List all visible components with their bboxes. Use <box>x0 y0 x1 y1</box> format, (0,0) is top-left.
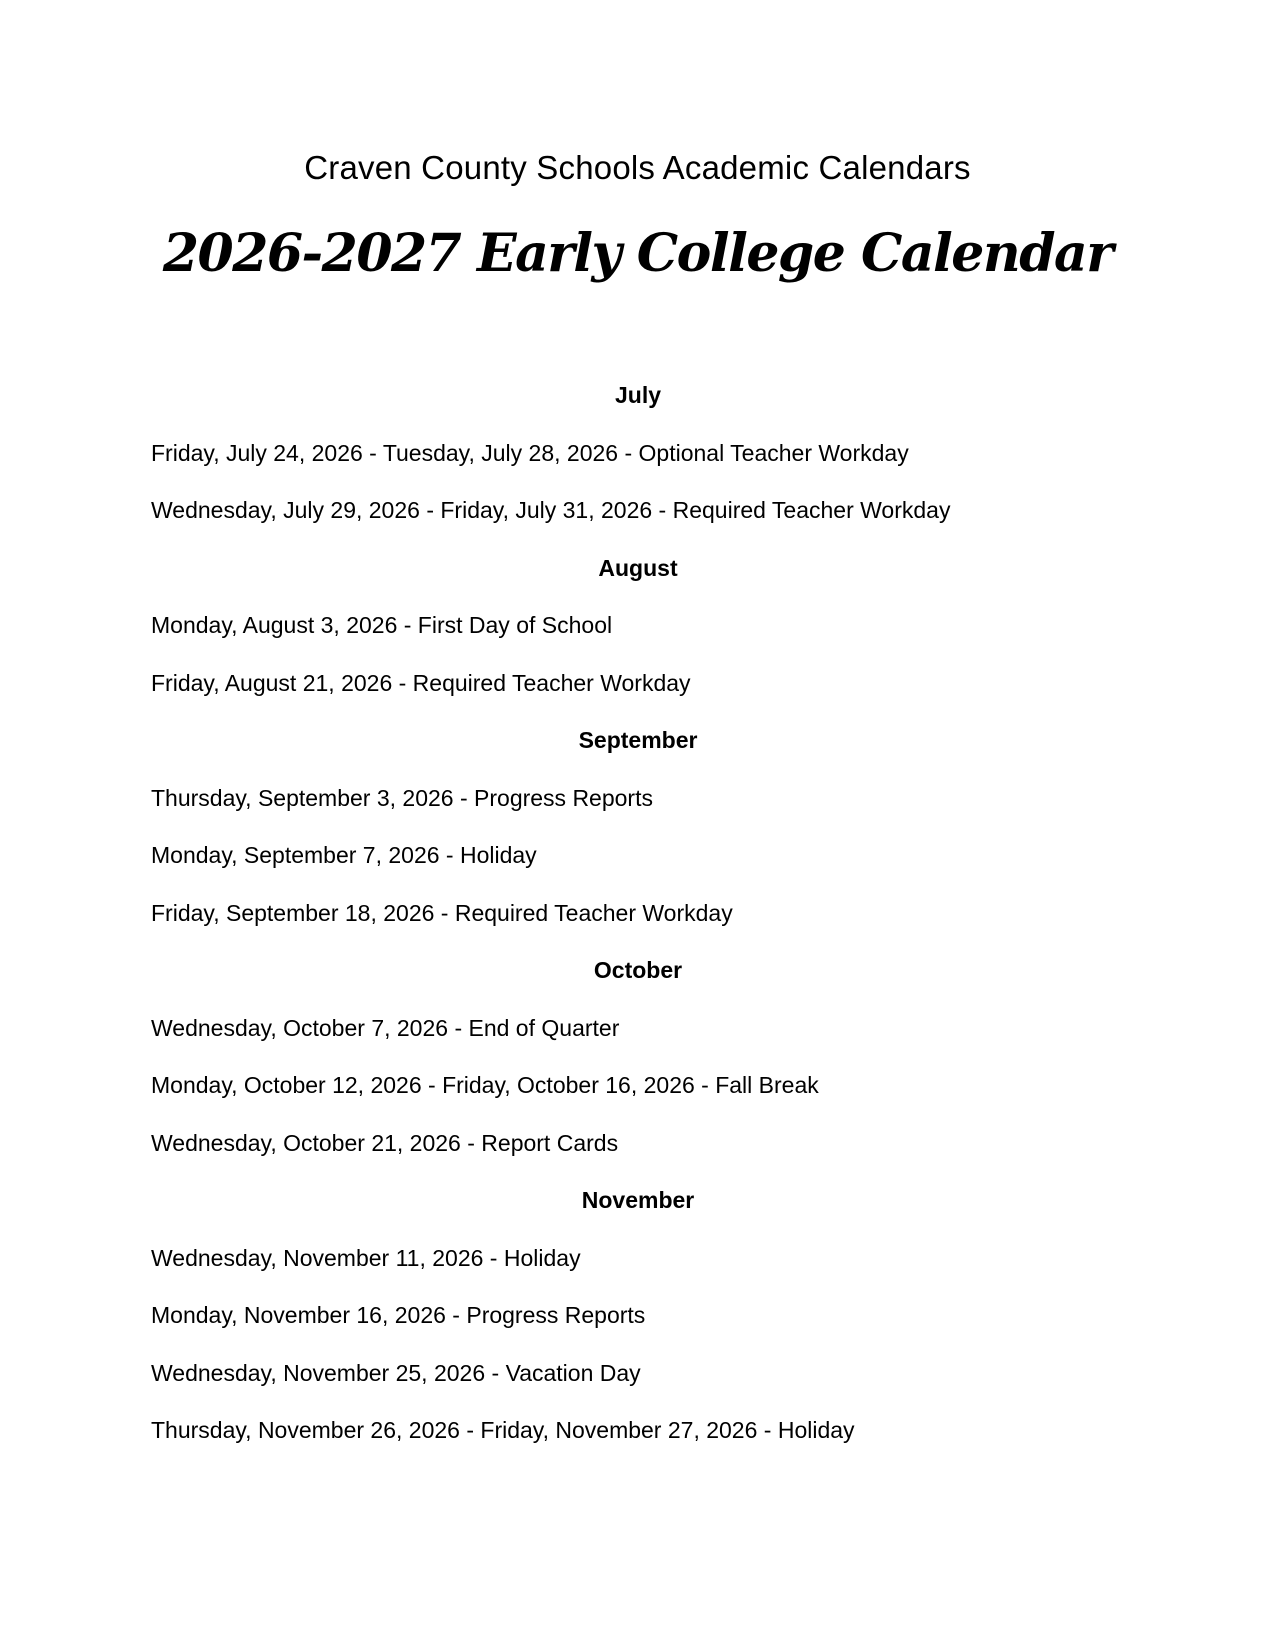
calendar-event: Wednesday, July 29, 2026 - Friday, July 31, 2026 - Required Teacher Workday <box>151 497 951 523</box>
calendar-event: Monday, November 16, 2026 - Progress Reports <box>151 1302 646 1328</box>
calendar-event: Wednesday, October 21, 2026 - Report Cards <box>151 1129 619 1156</box>
calendar-event: Friday, August 21, 2026 - Required Teacher Workday <box>151 669 691 696</box>
calendar-list <box>151 380 1131 1473</box>
document-title: 2026-2027 Early College Calendar <box>162 223 1113 284</box>
month-heading: August <box>598 554 678 581</box>
month-heading: July <box>614 382 662 408</box>
calendar-event: Thursday, November 26, 2026 - Friday, November 27, 2026 - Holiday <box>151 1417 855 1443</box>
calendar-event: Wednesday, November 11, 2026 - Holiday <box>151 1244 581 1271</box>
month-heading: November <box>581 1187 695 1213</box>
calendar-event: Monday, August 3, 2026 - First Day of School <box>151 612 613 638</box>
calendar-event: Friday, September 18, 2026 - Required Teacher Workday <box>151 899 733 926</box>
month-heading: October <box>593 957 683 983</box>
calendar-event: Monday, October 12, 2026 - Friday, October 16, 2026 - Fall Break <box>151 1072 819 1098</box>
month-heading: September <box>578 727 698 753</box>
calendar-event: Wednesday, November 25, 2026 - Vacation Day <box>151 1359 641 1386</box>
calendar-event: Thursday, September 3, 2026 - Progress Reports <box>151 784 653 811</box>
calendar-event: Monday, September 7, 2026 - Holiday <box>151 842 537 868</box>
calendar-event: Wednesday, October 7, 2026 - End of Quarter <box>151 1014 620 1041</box>
document-subtitle: Craven County Schools Academic Calendars <box>304 149 971 186</box>
calendar-event: Friday, July 24, 2026 - Tuesday, July 28, 2026 - Optional Teacher Workday <box>151 439 909 466</box>
